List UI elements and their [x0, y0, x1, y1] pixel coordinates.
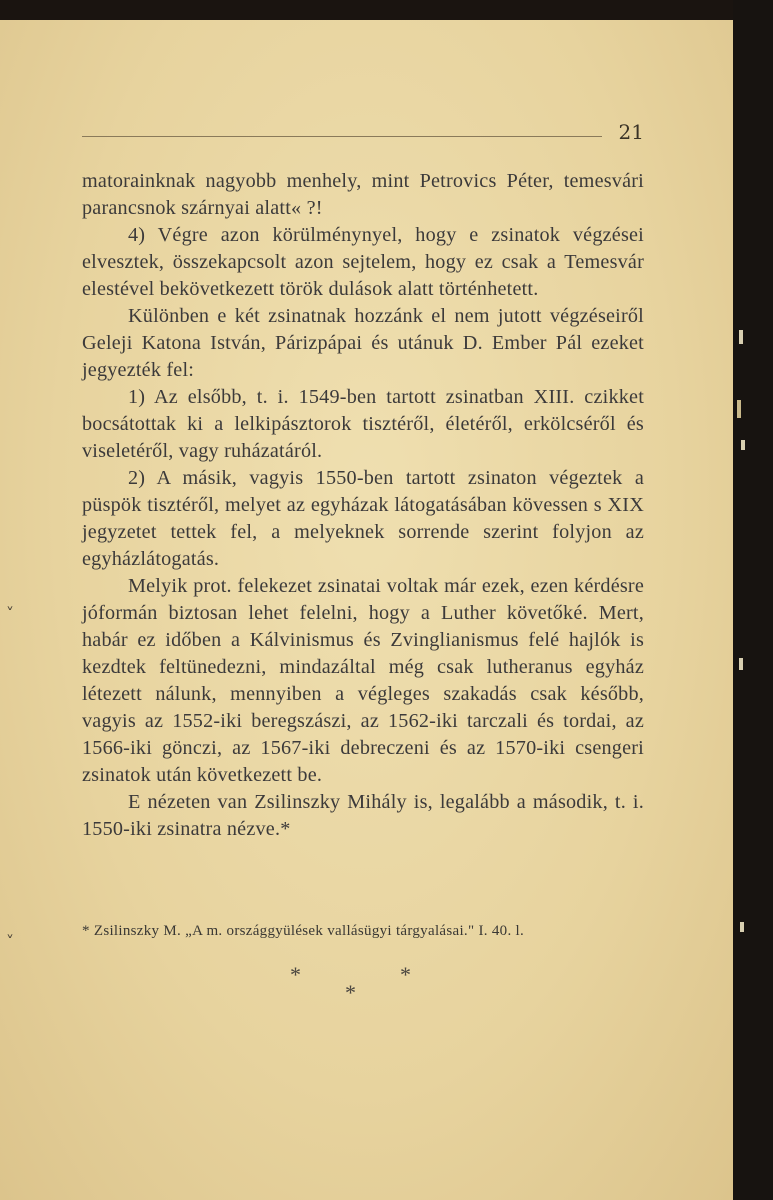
edge-mark — [741, 440, 745, 450]
margin-mark-tick: ˅ — [6, 932, 14, 951]
header-rule — [82, 136, 602, 137]
edge-mark — [739, 330, 743, 344]
edge-mark — [737, 400, 741, 418]
paragraph-1: matorainknak nagyobb menhely, mint Petrovics Péter, temesvári parancsnok szárnyai alatt« ?! — [82, 170, 644, 219]
asterism-star-2: * — [400, 962, 411, 987]
edge-mark — [739, 658, 743, 670]
paragraph-3: Különben e két zsinatnak hozzánk el nem jutott végzéseiről Geleji Katona István, Párizpápai és utánuk D. Ember Pál ezeket jegyezték fel: — [82, 305, 644, 381]
page-number: 21 — [618, 120, 644, 144]
margin-mark-tick: ˅ — [6, 604, 14, 623]
asterism-star-1: * — [290, 962, 301, 987]
paragraph-2: 4) Végre azon körülménynyel, hogy e zsinatok végzései elvesztek, összekapcsolt azon sejtelem, hogy ez csak a Temesvár elestével bekövetkezett török dulások alatt történhetett. — [82, 224, 644, 300]
asterism-star-3: * — [345, 980, 356, 1005]
paragraph-4: 1) Az elsőbb, t. i. 1549-ben tartott zsinatban XIII. czikket bocsátottak ki a lelkipásztorok tisztéről, életéről, erkölcséről és viseletéről, vagy ruházatáról. — [82, 386, 644, 462]
binding-edge — [733, 0, 773, 1200]
edge-mark — [740, 922, 744, 932]
paragraph-7: E nézeten van Zsilinszky Mihály is, legalább a második, t. i. 1550-iki zsinatra nézve.* — [82, 791, 644, 840]
paragraph-5: 2) A másik, vagyis 1550-ben tartott zsinaton végeztek a püspök tisztéről, melyet az egyházak látogatásában kövessen s XIX jegyzetet tettek fel, a melyeknek sorrende szerint folyjon az egyházlátogatás. — [82, 467, 644, 570]
footnote: * Zsilinszky M. „A m. országgyülések vallásügyi tárgyalásai." I. 40. l. — [82, 923, 525, 939]
body-text — [82, 168, 644, 843]
book-page — [0, 20, 733, 1200]
paragraph-6: Melyik prot. felekezet zsinatai voltak már ezek, ezen kérdésre jóformán biztosan lehet felelni, hogy a Luther követőké. Mert, habár ez időben a Kálvinismus és Zvinglianismus felé hajlók is kezdtek feltünedezni, mindazáltal még csak lutheranus egyház létezett nálunk, mennyiben a végleges szakadás csak később, vagyis az 1552-iki beregszászi, az 1562-iki tarczali és tordai, az 1566-iki gönczi, az 1567-iki debreczeni és az 1570-iki csengeri zsinatok után következett be. — [82, 575, 644, 786]
